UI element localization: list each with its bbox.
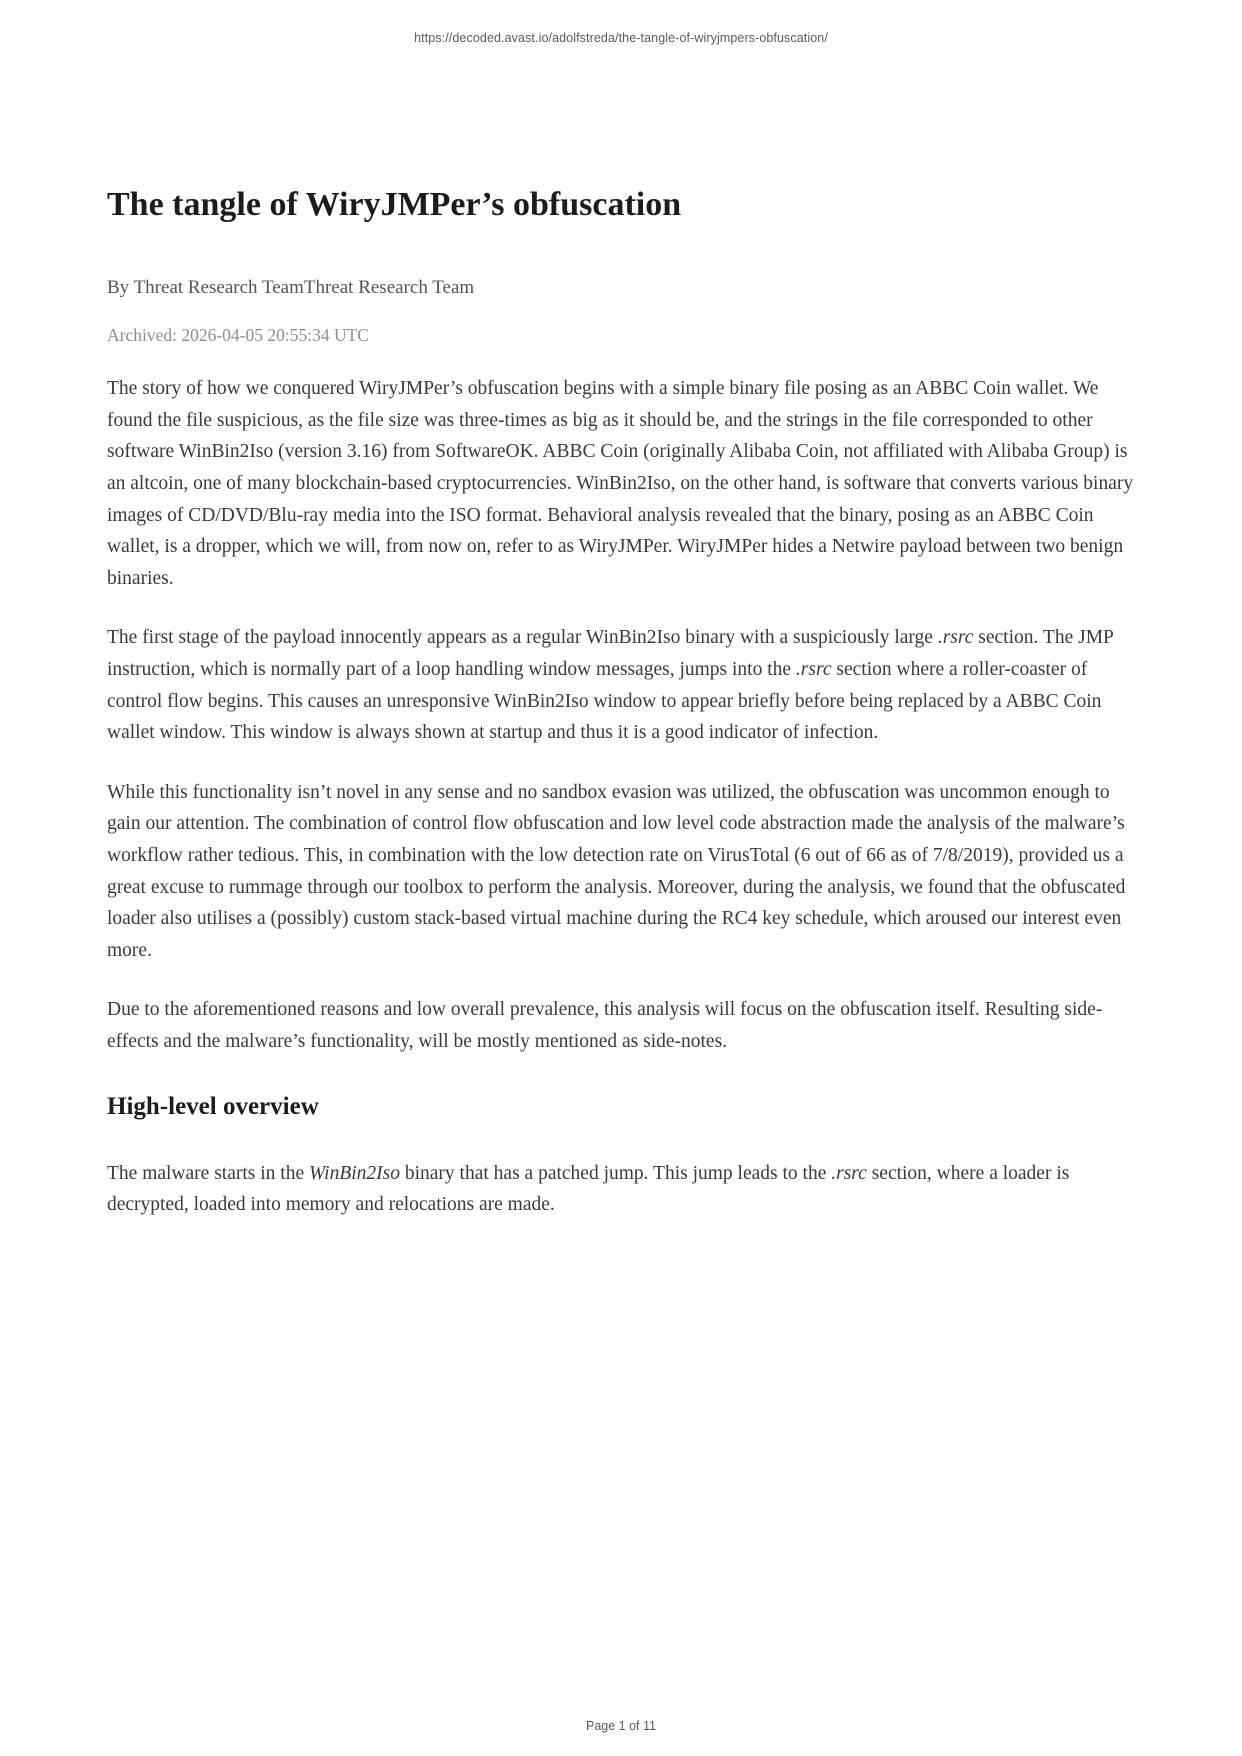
body-paragraph xyxy=(107,622,1137,748)
italic-text-run: .rsrc xyxy=(937,627,974,649)
text-run: While this functionality isn’t novel in any sense and no sandbox evasion was utilized, the obfuscation was uncommon enough to gain our attention. The combination of control flow obfuscation and low level code abstraction made the analysis of the malware’s workflow rather tedious. This, in combination with the low detection rate on VirusTotal (6 out of 66 as of 7/8/2019), provided us a great excuse to rummage through our toolbox to perform the analysis. Moreover, during the analysis, we found that the obfuscated loader also utilises a (possibly) custom stack-based virtual machine during the RC4 key schedule, which aroused our interest even more. xyxy=(107,781,1126,961)
text-run: section, where a loader is decrypted, loaded into memory and relocations are made. xyxy=(107,1162,1070,1216)
italic-text-run: .rsrc xyxy=(831,1162,867,1184)
body-paragraph xyxy=(107,994,1137,1057)
body-paragraph xyxy=(107,373,1137,594)
text-run: The first stage of the payload innocently appears as a regular WinBin2Iso binary with a suspiciously large xyxy=(107,627,938,649)
page-number: Page 1 of 11 xyxy=(586,1719,656,1733)
text-run: The story of how we conquered WiryJMPer’s obfuscation begins with a simple binary file posing as an ABBC Coin wallet. We found the file suspicious, as the file size was three-times as big as it should be, and the strings in the file corresponded to other software WinBin2Iso (version 3.16) from SoftwareOK. ABBC Coin (originally Alibaba Coin, not affiliated with Alibaba Group) is an altcoin, one of many blockchain-based cryptocurrencies. WinBin2Iso, on the other hand, is software that converts various binary images of CD/DVD/Blu-ray media into the ISO format. Behavioral analysis revealed that the binary, posing as an ABBC Coin wallet, is a dropper, which we will, from now on, refer to as WiryJMPer. WiryJMPer hides a Netwire payload between two benign binaries. xyxy=(107,378,1134,589)
text-run: The malware starts in the xyxy=(107,1162,309,1184)
article xyxy=(107,0,1137,1249)
article-title: The tangle of WiryJMPer’s obfuscation xyxy=(107,186,682,223)
body-paragraph xyxy=(107,777,1137,967)
article-body xyxy=(107,373,1137,1220)
text-run: binary that has a patched jump. This jump leads to the xyxy=(399,1162,832,1184)
article-byline: By Threat Research TeamThreat Research Team xyxy=(107,276,475,298)
text-run: section where a roller-coaster of control flow begins. This causes an unresponsive WinBin2Iso window to appear briefly before being replaced by a ABBC Coin wallet window. This window is always shown at startup and thus it is a good indicator of infection. xyxy=(107,658,1102,744)
text-run: section. The JMP instruction, which is normally part of a loop handling window messages, jumps into the xyxy=(107,627,1114,680)
text-run: Due to the aforementioned reasons and low overall prevalence, this analysis will focus on the obfuscation itself. Resulting side-effects and the malware’s functionality, will be mostly mentioned as side-notes. xyxy=(107,999,1103,1052)
print-footer xyxy=(0,1719,1242,1733)
archived-timestamp: Archived: 2026-04-05 20:55:34 UTC xyxy=(107,325,369,346)
body-paragraph xyxy=(107,1158,1137,1221)
italic-text-run: WinBin2Iso xyxy=(308,1162,400,1184)
italic-text-run: .rsrc xyxy=(795,658,832,680)
section-heading: High-level overview xyxy=(107,1092,319,1120)
page-url: https://decoded.avast.io/adolfstreda/the-tangle-of-wiryjmpers-obfuscation/ xyxy=(414,31,828,45)
